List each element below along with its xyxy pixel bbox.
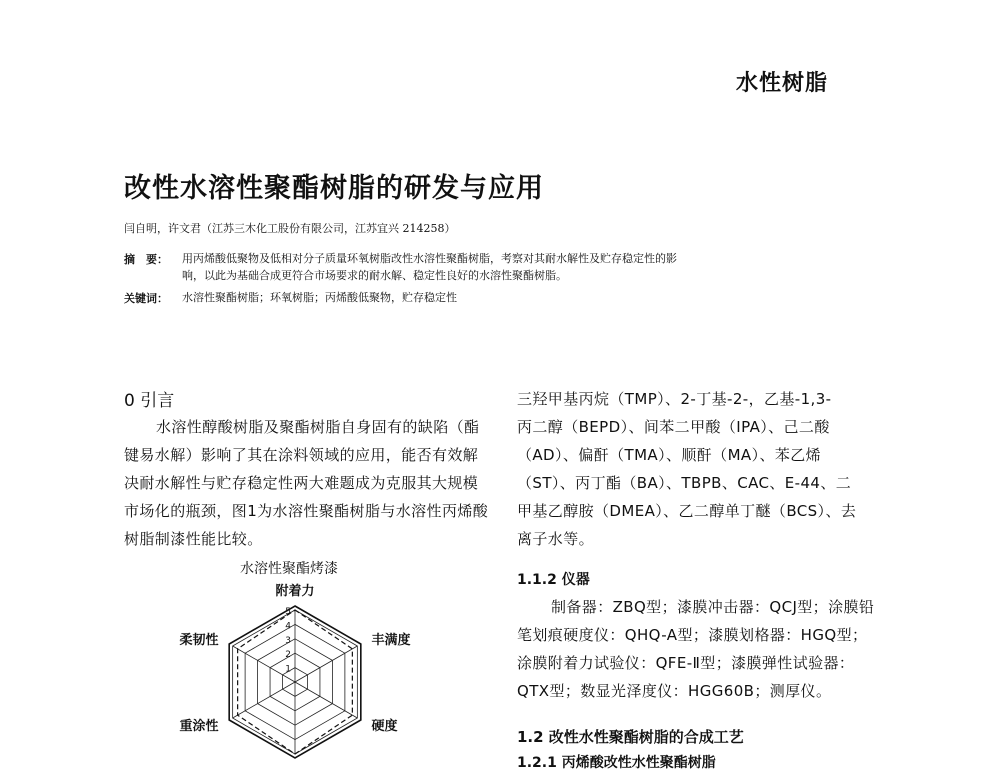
radar-axis-label: 丰满度 — [371, 633, 411, 648]
instruments-line-2: 笔划痕硬度仪：QHQ-A型；漆膜划格器：HGQ型； — [517, 626, 868, 644]
materials-line-1: 三羟甲基丙烷（TMP）、2-丁基-2-，乙基-1,3- — [517, 390, 832, 408]
authors-line: 闫自明，许文君（江苏三木化工股份有限公司，江苏宜兴 214258） — [124, 222, 456, 235]
materials-line-3: （AD）、偏酐（TMA）、顺酐（MA）、苯乙烯 — [517, 446, 822, 464]
keywords-label: 关键词： — [124, 292, 168, 305]
keywords-text: 水溶性聚酯树脂；环氧树脂；丙烯酸低聚物，贮存稳定性 — [182, 291, 457, 304]
radar-axis-label: 附着力 — [275, 584, 315, 599]
section-tag: 水性树脂 — [736, 71, 829, 96]
section-heading-intro: 0 引言 — [124, 391, 175, 411]
instruments-line-3: 涂膜附着力试验仪：QFE-Ⅱ型；漆膜弹性试验器： — [517, 654, 855, 672]
instruments-line-4: QTX型；数显光泽度仪：HGG60B；测厚仪。 — [517, 682, 832, 700]
radar-axis-line — [295, 646, 357, 682]
intro-line-5: 树脂制漆性能比较。 — [124, 530, 263, 548]
radar-scale-label: 3 — [285, 635, 291, 646]
heading-synthesis: 1.2 改性水性聚酯树脂的合成工艺 — [517, 728, 744, 746]
intro-line-3: 决耐水解性与贮存稳定性两大难题成为克服其大规模 — [124, 474, 479, 492]
instruments-line-1: 制备器：ZBQ型；漆膜冲击器：QCJ型；涂膜铅 — [551, 598, 875, 616]
intro-line-1: 水溶性醇酸树脂及聚酯树脂自身固有的缺陷（酯 — [156, 418, 480, 436]
radar-scale-label: 2 — [285, 650, 291, 661]
materials-line-5: 甲基乙醇胺（DMEA）、乙二醇单丁醚（BCS）、去 — [517, 502, 857, 520]
radar-axis-line — [295, 682, 357, 718]
radar-scale-label: 5 — [285, 607, 291, 617]
heading-cut: 1.2.1 丙烯酸改性水性聚酯树脂 — [517, 755, 716, 771]
radar-scale-label: 1 — [285, 664, 291, 675]
abstract-line-1: 用丙烯酸低聚物及低相对分子质量环氧树脂改性水溶性聚酯树脂，考察对其耐水解性及贮存稳定性的影 — [182, 252, 677, 265]
radar-axis-line — [233, 682, 295, 718]
radar-axis-label: 硬度 — [371, 719, 398, 734]
radar-chart — [160, 580, 450, 760]
intro-line-4: 市场化的瓶颈，图1为水溶性聚酯树脂与水溶性丙烯酸 — [124, 502, 489, 520]
article-title: 改性水溶性聚酯树脂的研发与应用 — [124, 173, 544, 204]
materials-line-6: 离子水等。 — [517, 530, 595, 548]
abstract-line-2: 响，以此为基础合成更符合市场要求的耐水解、稳定性良好的水溶性聚酯树脂。 — [182, 269, 567, 282]
radar-scale-label: 4 — [285, 621, 291, 632]
radar-axis-label: 重涂性 — [179, 719, 219, 734]
subheading-instruments: 1.1.2 仪器 — [517, 572, 590, 588]
materials-line-4: （ST）、丙丁酯（BA）、TBPB、CAC、E-44、二 — [517, 474, 852, 492]
abstract-label: 摘 要： — [124, 253, 168, 266]
chart-title: 水溶性聚酯烤漆 — [240, 561, 338, 577]
radar-axis-label: 柔韧性 — [179, 633, 219, 648]
materials-line-2: 丙二醇（BEPD）、间苯二甲酸（IPA）、己二酸 — [517, 418, 830, 436]
intro-line-2: 键易水解）影响了其在涂料领域的应用，能否有效解 — [124, 446, 479, 464]
